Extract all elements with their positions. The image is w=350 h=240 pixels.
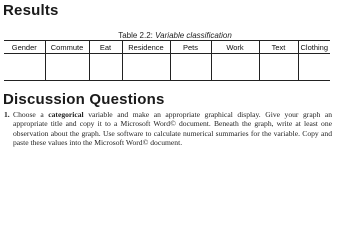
discussion-heading: Discussion Questions (3, 91, 165, 108)
question-text-start: Choose a (13, 110, 49, 119)
question-text-rest: variable and make an appropriate graphical display. Give your graph an appropriate title and copy it to a Microsoft Word© document. Beneath the graph, write at least one observation about the graph. Use software to calculate numerical summaries for the variable. Copy and paste these values into the Microsoft Word© document. (13, 110, 333, 148)
table-cell-residence (122, 54, 170, 81)
table-cell-pets (170, 54, 211, 81)
table-header-row (4, 41, 330, 54)
question-item (4, 110, 332, 148)
table-caption-prefix: Table 2.2: (118, 31, 153, 40)
table-caption-title: Variable classification (155, 31, 232, 40)
column-header-commute: Commute (45, 41, 89, 54)
question-list (4, 110, 332, 148)
table-cell-work (211, 54, 259, 81)
variable-classification-table (4, 40, 330, 85)
question-text (13, 110, 332, 147)
table-caption (0, 31, 350, 40)
table-cell-clothing (298, 54, 330, 81)
question-number: 1. (4, 110, 10, 119)
column-header-text: Text (259, 41, 298, 54)
column-header-gender: Gender (4, 41, 45, 54)
question-keyword: categorical (48, 110, 84, 119)
table-row (4, 54, 330, 81)
column-header-pets: Pets (170, 41, 211, 54)
table-cell-eat (89, 54, 122, 81)
column-header-work: Work (211, 41, 259, 54)
results-heading: Results (3, 2, 59, 19)
column-header-clothing: Clothing (298, 41, 330, 54)
table-cell-text (259, 54, 298, 81)
table-cell-gender (4, 54, 45, 81)
table-cell-commute (45, 54, 89, 81)
column-header-eat: Eat (89, 41, 122, 54)
column-header-residence: Residence (122, 41, 170, 54)
